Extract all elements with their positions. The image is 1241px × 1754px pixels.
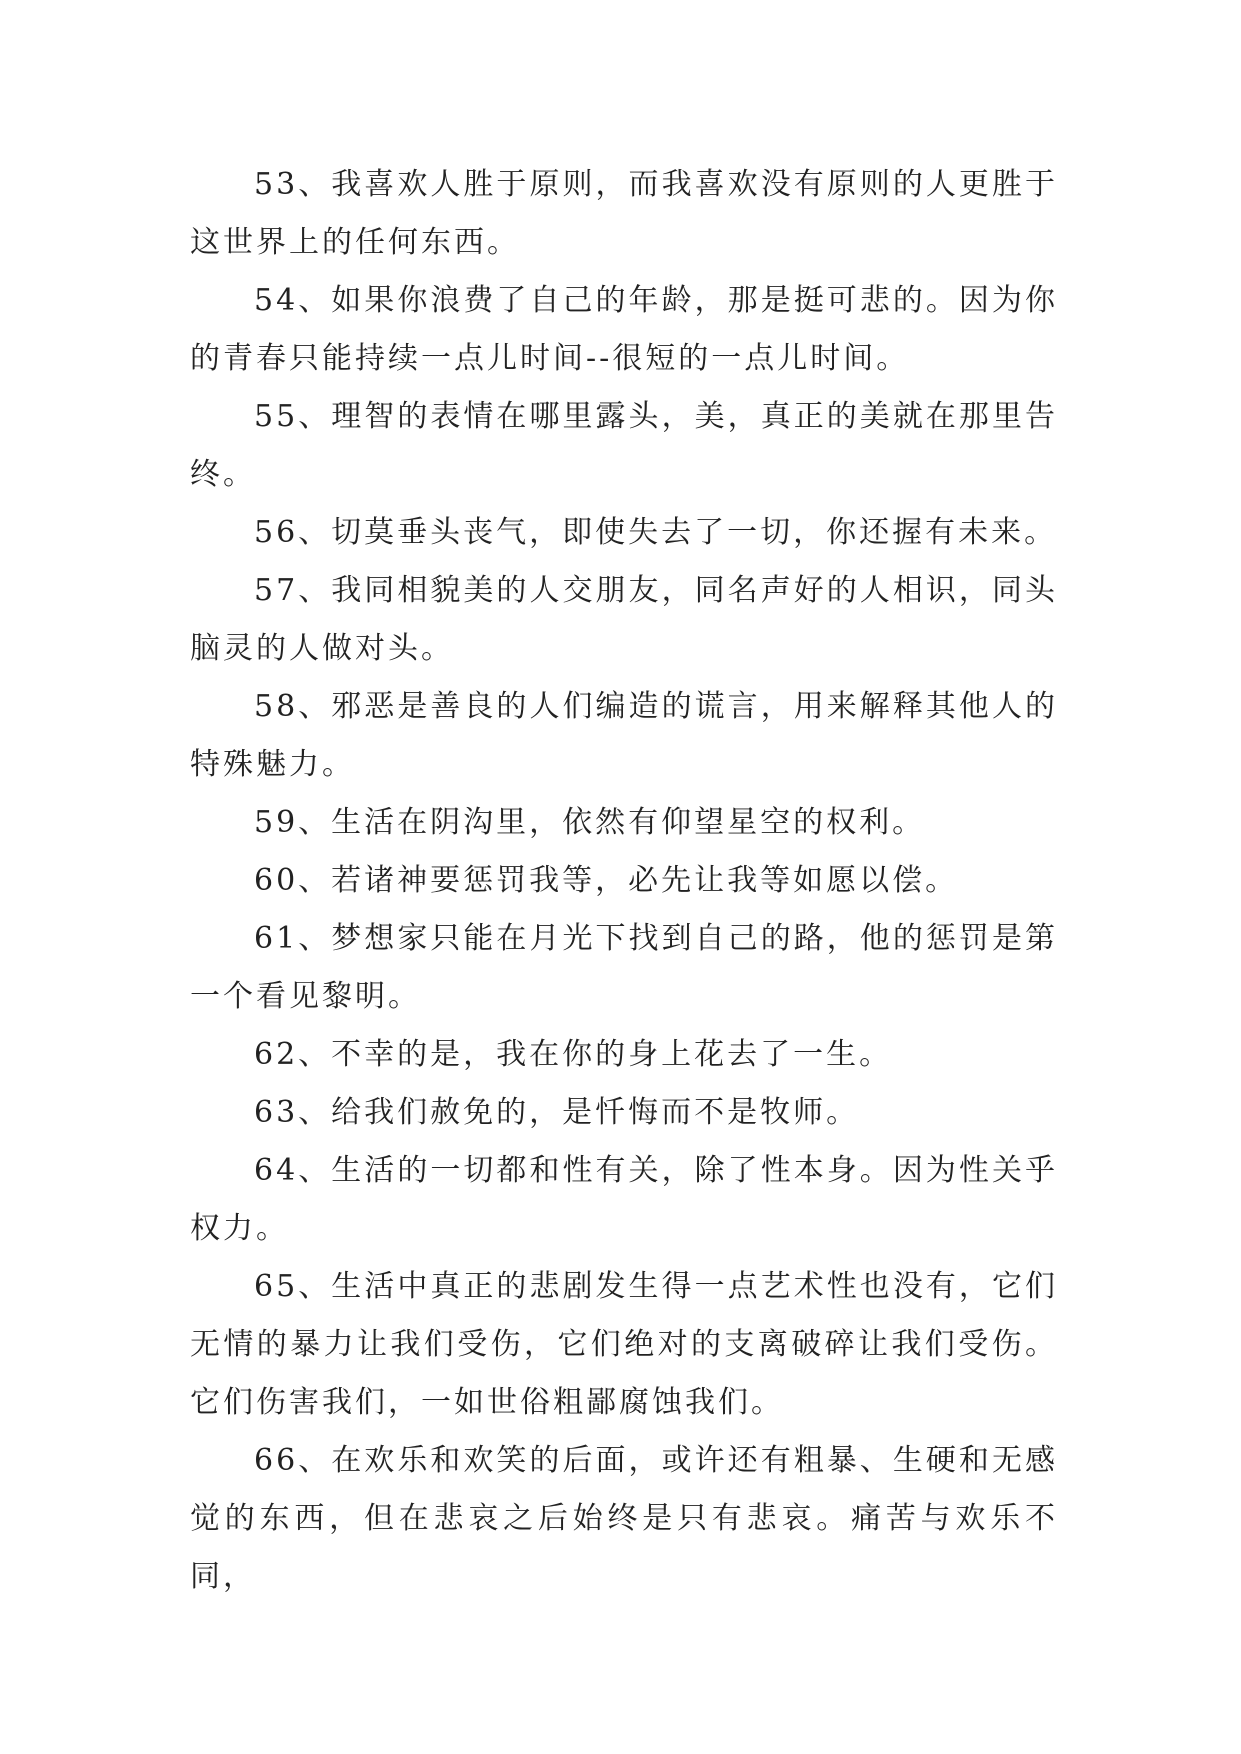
paragraph-65: 65、生活中真正的悲剧发生得一点艺术性也没有，它们无情的暴力让我们受伤，它们绝对的支离破碎让我们受伤。它们伤害我们，一如世俗粗鄙腐蚀我们。: [190, 1269, 1058, 1420]
paragraph-53: 53、我喜欢人胜于原则，而我喜欢没有原则的人更胜于这世界上的任何东西。: [190, 167, 1058, 260]
document-body: [190, 156, 1058, 1606]
paragraph-66: 66、在欢乐和欢笑的后面，或许还有粗暴、生硬和无感觉的东西，但在悲哀之后始终是只有悲哀。痛苦与欢乐不同，: [190, 1443, 1058, 1594]
paragraph-60: 60、若诸神要惩罚我等，必先让我等如愿以偿。: [254, 863, 959, 898]
paragraph-63: 63、给我们赦免的，是忏悔而不是牧师。: [254, 1095, 860, 1130]
paragraph-62: 62、不幸的是，我在你的身上花去了一生。: [254, 1037, 893, 1072]
paragraph-64: 64、生活的一切都和性有关，除了性本身。因为性关乎权力。: [190, 1153, 1058, 1246]
paragraph-59: 59、生活在阴沟里，依然有仰望星空的权利。: [254, 805, 926, 840]
paragraph-55: 55、理智的表情在哪里露头，美，真正的美就在那里告终。: [190, 399, 1058, 492]
paragraph-61: 61、梦想家只能在月光下找到自己的路，他的惩罚是第一个看见黎明。: [190, 921, 1058, 1014]
paragraph-58: 58、邪恶是善良的人们编造的谎言，用来解释其他人的特殊魅力。: [190, 689, 1058, 782]
paragraph-54: 54、如果你浪费了自己的年龄，那是挺可悲的。因为你的青春只能持续一点儿时间--很短的一点儿时间。: [190, 283, 1058, 376]
paragraph-56: 56、切莫垂头丧气，即使失去了一切，你还握有未来。: [254, 515, 1058, 550]
paragraph-57: 57、我同相貌美的人交朋友，同名声好的人相识，同头脑灵的人做对头。: [190, 573, 1058, 666]
